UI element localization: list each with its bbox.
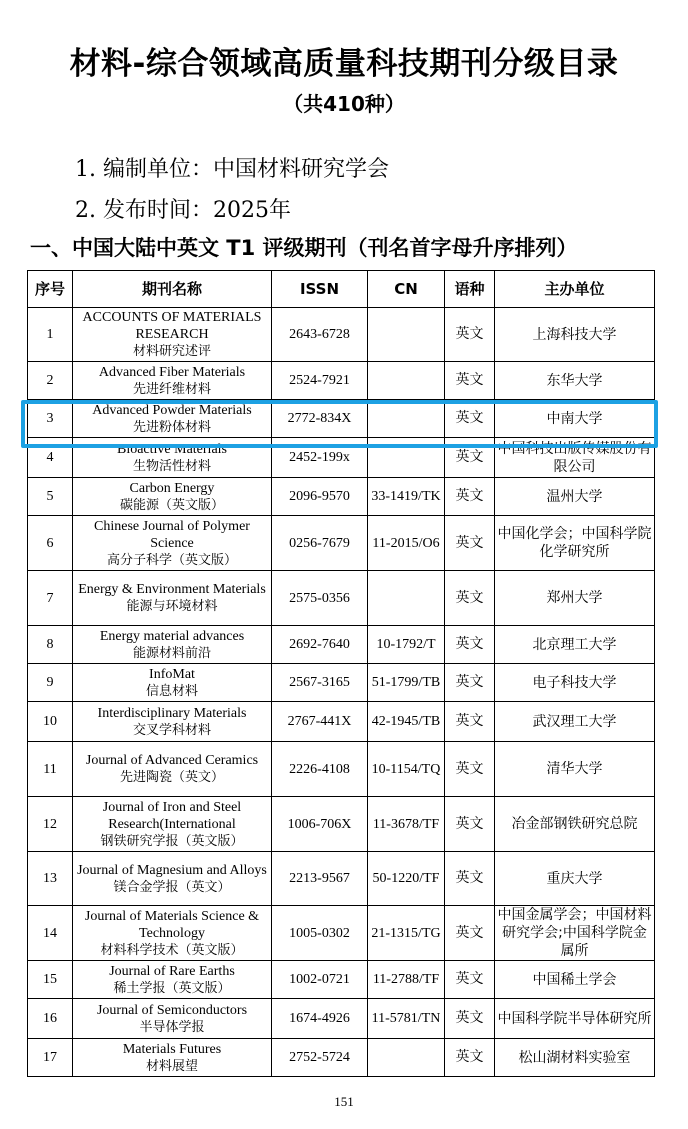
table-header-row bbox=[28, 271, 655, 308]
cell-cn bbox=[368, 1039, 445, 1077]
cell-journal-name bbox=[73, 906, 272, 961]
cell-lang: 英文 bbox=[445, 400, 495, 438]
cell-cn bbox=[368, 438, 445, 478]
cell-lang: 英文 bbox=[445, 742, 495, 797]
cell-journal-name bbox=[73, 400, 272, 438]
table-row bbox=[28, 664, 655, 702]
cell-issn: 2226-4108 bbox=[272, 742, 368, 797]
table-row bbox=[28, 571, 655, 626]
cell-seq: 14 bbox=[28, 906, 73, 961]
cell-issn: 2575-0356 bbox=[272, 571, 368, 626]
table-row bbox=[28, 478, 655, 516]
cell-journal-name bbox=[73, 438, 272, 478]
cell-journal-name bbox=[73, 999, 272, 1039]
cell-seq: 2 bbox=[28, 362, 73, 400]
table-row bbox=[28, 400, 655, 438]
journal-name-zh: 交叉学科材料 bbox=[132, 722, 211, 738]
header-host: 主办单位 bbox=[495, 271, 655, 308]
journal-name-en: Energy material advances bbox=[99, 628, 245, 644]
cell-host: 中国化学会；中国科学院化学研究所 bbox=[495, 516, 655, 571]
cell-issn: 2213-9567 bbox=[272, 852, 368, 906]
journal-name-zh: 高分子科学（英文版） bbox=[106, 552, 237, 568]
cell-seq: 17 bbox=[28, 1039, 73, 1077]
cell-seq: 13 bbox=[28, 852, 73, 906]
cell-cn bbox=[368, 400, 445, 438]
header-cn: CN bbox=[368, 271, 445, 308]
cell-lang: 英文 bbox=[445, 797, 495, 852]
cell-cn: 11-3678/TF bbox=[368, 797, 445, 852]
journal-name-en: Materials Futures bbox=[122, 1041, 222, 1057]
cell-lang: 英文 bbox=[445, 999, 495, 1039]
cell-issn: 2452-199x bbox=[272, 438, 368, 478]
journal-name-en: Journal of Iron and Steel Research(International bbox=[102, 799, 242, 832]
cell-host: 上海科技大学 bbox=[495, 308, 655, 362]
cell-journal-name bbox=[73, 961, 272, 999]
table-row bbox=[28, 797, 655, 852]
cell-lang: 英文 bbox=[445, 516, 495, 571]
cell-host: 重庆大学 bbox=[495, 852, 655, 906]
cell-journal-name bbox=[73, 478, 272, 516]
journal-name-zh: 信息材料 bbox=[145, 683, 198, 699]
cell-journal-name bbox=[73, 702, 272, 742]
journal-name-en: ACCOUNTS OF MATERIALS RESEARCH bbox=[82, 310, 262, 342]
cell-lang: 英文 bbox=[445, 1039, 495, 1077]
cell-host: 北京理工大学 bbox=[495, 626, 655, 664]
cell-journal-name bbox=[73, 797, 272, 852]
page-number: 151 bbox=[334, 1094, 354, 1109]
journal-name-zh: 半导体学报 bbox=[139, 1019, 205, 1035]
cell-lang: 英文 bbox=[445, 362, 495, 400]
cell-lang: 英文 bbox=[445, 626, 495, 664]
cell-seq: 7 bbox=[28, 571, 73, 626]
header-lang: 语种 bbox=[445, 271, 495, 308]
cell-host: 郑州大学 bbox=[495, 571, 655, 626]
cell-journal-name bbox=[73, 362, 272, 400]
cell-seq: 3 bbox=[28, 400, 73, 438]
cell-seq: 12 bbox=[28, 797, 73, 852]
cell-seq: 5 bbox=[28, 478, 73, 516]
cell-journal-name bbox=[73, 852, 272, 906]
table-row bbox=[28, 702, 655, 742]
cell-issn: 1002-0721 bbox=[272, 961, 368, 999]
journal-name-zh: 材料科学技术（英文版） bbox=[100, 942, 244, 958]
journal-name-en: Journal of Advanced Ceramics bbox=[85, 753, 259, 768]
cell-issn: 2767-441X bbox=[272, 702, 368, 742]
cell-host: 冶金部钢铁研究总院 bbox=[495, 797, 655, 852]
document-title: 材料-综合领域高质量科技期刊分级目录 bbox=[69, 46, 619, 82]
cell-host: 清华大学 bbox=[495, 742, 655, 797]
journal-name-en: Chinese Journal of Polymer Science bbox=[94, 518, 250, 551]
journal-name-en: Journal of Rare Earths bbox=[109, 963, 235, 979]
cell-journal-name bbox=[73, 516, 272, 571]
cell-cn: 21-1315/TG bbox=[368, 906, 445, 961]
section-heading: 一、中国大陆中英文 T1 评级期刊（刊名首字母升序排列） bbox=[30, 236, 578, 260]
cell-cn: 11-2015/O6 bbox=[368, 516, 445, 571]
cell-seq: 15 bbox=[28, 961, 73, 999]
cell-journal-name bbox=[73, 626, 272, 664]
cell-seq: 9 bbox=[28, 664, 73, 702]
table-row bbox=[28, 906, 655, 961]
cell-host: 中南大学 bbox=[495, 400, 655, 438]
cell-host: 东华大学 bbox=[495, 362, 655, 400]
cell-lang: 英文 bbox=[445, 906, 495, 961]
cell-journal-name bbox=[73, 1039, 272, 1077]
cell-lang: 英文 bbox=[445, 852, 495, 906]
journal-name-zh: 材料展望 bbox=[145, 1058, 198, 1074]
cell-lang: 英文 bbox=[445, 308, 495, 362]
cell-cn: 50-1220/TF bbox=[368, 852, 445, 906]
cell-issn: 2752-5724 bbox=[272, 1039, 368, 1077]
table-row bbox=[28, 961, 655, 999]
cell-issn: 1005-0302 bbox=[272, 906, 368, 961]
cell-cn: 11-2788/TF bbox=[368, 961, 445, 999]
cell-issn: 2096-9570 bbox=[272, 478, 368, 516]
cell-cn: 10-1154/TQ bbox=[368, 742, 445, 797]
cell-cn: 33-1419/TK bbox=[368, 478, 445, 516]
table-row bbox=[28, 438, 655, 478]
journal-name-zh: 钢铁研究学报（英文版） bbox=[100, 833, 244, 849]
cell-lang: 英文 bbox=[445, 702, 495, 742]
cell-issn: 2772-834X bbox=[272, 400, 368, 438]
cell-issn: 1006-706X bbox=[272, 797, 368, 852]
table-row bbox=[28, 1039, 655, 1077]
cell-lang: 英文 bbox=[445, 438, 495, 478]
cell-lang: 英文 bbox=[445, 961, 495, 999]
journal-name-zh: 稀土学报（英文版） bbox=[113, 980, 231, 996]
cell-host: 中国科技出版传媒股份有限公司 bbox=[495, 438, 655, 478]
journal-name-en: Energy & Environment Materials bbox=[78, 582, 266, 597]
cell-host: 中国科学院半导体研究所 bbox=[495, 999, 655, 1039]
cell-journal-name bbox=[73, 742, 272, 797]
cell-seq: 10 bbox=[28, 702, 73, 742]
cell-seq: 16 bbox=[28, 999, 73, 1039]
cell-seq: 8 bbox=[28, 626, 73, 664]
journal-name-zh: 能源与环境材料 bbox=[126, 599, 218, 614]
table-row bbox=[28, 999, 655, 1039]
cell-cn bbox=[368, 571, 445, 626]
header-issn: ISSN bbox=[272, 271, 368, 308]
journal-name-en: InfoMat bbox=[149, 666, 195, 682]
header-name: 期刊名称 bbox=[73, 271, 272, 308]
journal-table bbox=[27, 270, 655, 1077]
cell-host: 松山湖材料实验室 bbox=[495, 1039, 655, 1077]
document-subtitle: （共410种） bbox=[283, 92, 405, 116]
cell-seq: 6 bbox=[28, 516, 73, 571]
cell-issn: 2692-7640 bbox=[272, 626, 368, 664]
table-row bbox=[28, 626, 655, 664]
cell-cn: 10-1792/T bbox=[368, 626, 445, 664]
cell-host: 电子科技大学 bbox=[495, 664, 655, 702]
journal-name-zh: 生物活性材料 bbox=[132, 458, 211, 474]
journal-name-zh: 先进陶瓷（英文） bbox=[119, 770, 224, 785]
journal-name-zh: 能源材料前沿 bbox=[132, 645, 211, 661]
journal-name-en: Journal of Semiconductors bbox=[96, 1002, 248, 1018]
cell-journal-name bbox=[73, 571, 272, 626]
cell-issn: 1674-4926 bbox=[272, 999, 368, 1039]
header-seq: 序号 bbox=[28, 271, 73, 308]
cell-issn: 2524-7921 bbox=[272, 362, 368, 400]
journal-name-en: Bioactive Materials bbox=[116, 441, 228, 457]
journal-name-zh: 先进粉体材料 bbox=[132, 419, 211, 435]
cell-cn: 11-5781/TN bbox=[368, 999, 445, 1039]
table-row bbox=[28, 362, 655, 400]
compiler-info: 1. 编制单位：中国材料研究学会 bbox=[75, 157, 389, 182]
cell-seq: 1 bbox=[28, 308, 73, 362]
journal-name-en: Advanced Powder Materials bbox=[92, 402, 252, 418]
journal-name-en: Journal of Magnesium and Alloys bbox=[77, 862, 267, 878]
cell-host: 温州大学 bbox=[495, 478, 655, 516]
cell-lang: 英文 bbox=[445, 478, 495, 516]
cell-issn: 0256-7679 bbox=[272, 516, 368, 571]
cell-journal-name bbox=[73, 664, 272, 702]
table-row bbox=[28, 852, 655, 906]
journal-name-en: Journal of Materials Science & Technology bbox=[84, 908, 260, 941]
table-row bbox=[28, 308, 655, 362]
journal-name-zh: 碳能源（英文版） bbox=[119, 497, 224, 513]
cell-lang: 英文 bbox=[445, 664, 495, 702]
table-row bbox=[28, 516, 655, 571]
cell-cn: 42-1945/TB bbox=[368, 702, 445, 742]
cell-seq: 4 bbox=[28, 438, 73, 478]
cell-cn bbox=[368, 308, 445, 362]
cell-host: 中国稀土学会 bbox=[495, 961, 655, 999]
cell-lang: 英文 bbox=[445, 571, 495, 626]
journal-name-en: Interdisciplinary Materials bbox=[97, 705, 247, 721]
cell-host: 武汉理工大学 bbox=[495, 702, 655, 742]
cell-cn bbox=[368, 362, 445, 400]
journal-name-en: Advanced Fiber Materials bbox=[98, 364, 246, 380]
journal-name-zh: 镁合金学报（英文） bbox=[113, 879, 231, 895]
table-row bbox=[28, 742, 655, 797]
cell-host: 中国金属学会；中国材料研究学会;中国科学院金属所 bbox=[495, 906, 655, 961]
release-date-info: 2. 发布时间：2025年 bbox=[75, 198, 291, 223]
cell-issn: 2643-6728 bbox=[272, 308, 368, 362]
cell-cn: 51-1799/TB bbox=[368, 664, 445, 702]
journal-name-en: Carbon Energy bbox=[129, 480, 215, 496]
journal-name-zh: 材料研究述评 bbox=[132, 344, 211, 359]
cell-journal-name bbox=[73, 308, 272, 362]
journal-name-zh: 先进纤维材料 bbox=[132, 381, 211, 397]
cell-issn: 2567-3165 bbox=[272, 664, 368, 702]
cell-seq: 11 bbox=[28, 742, 73, 797]
table-body bbox=[28, 308, 655, 1077]
